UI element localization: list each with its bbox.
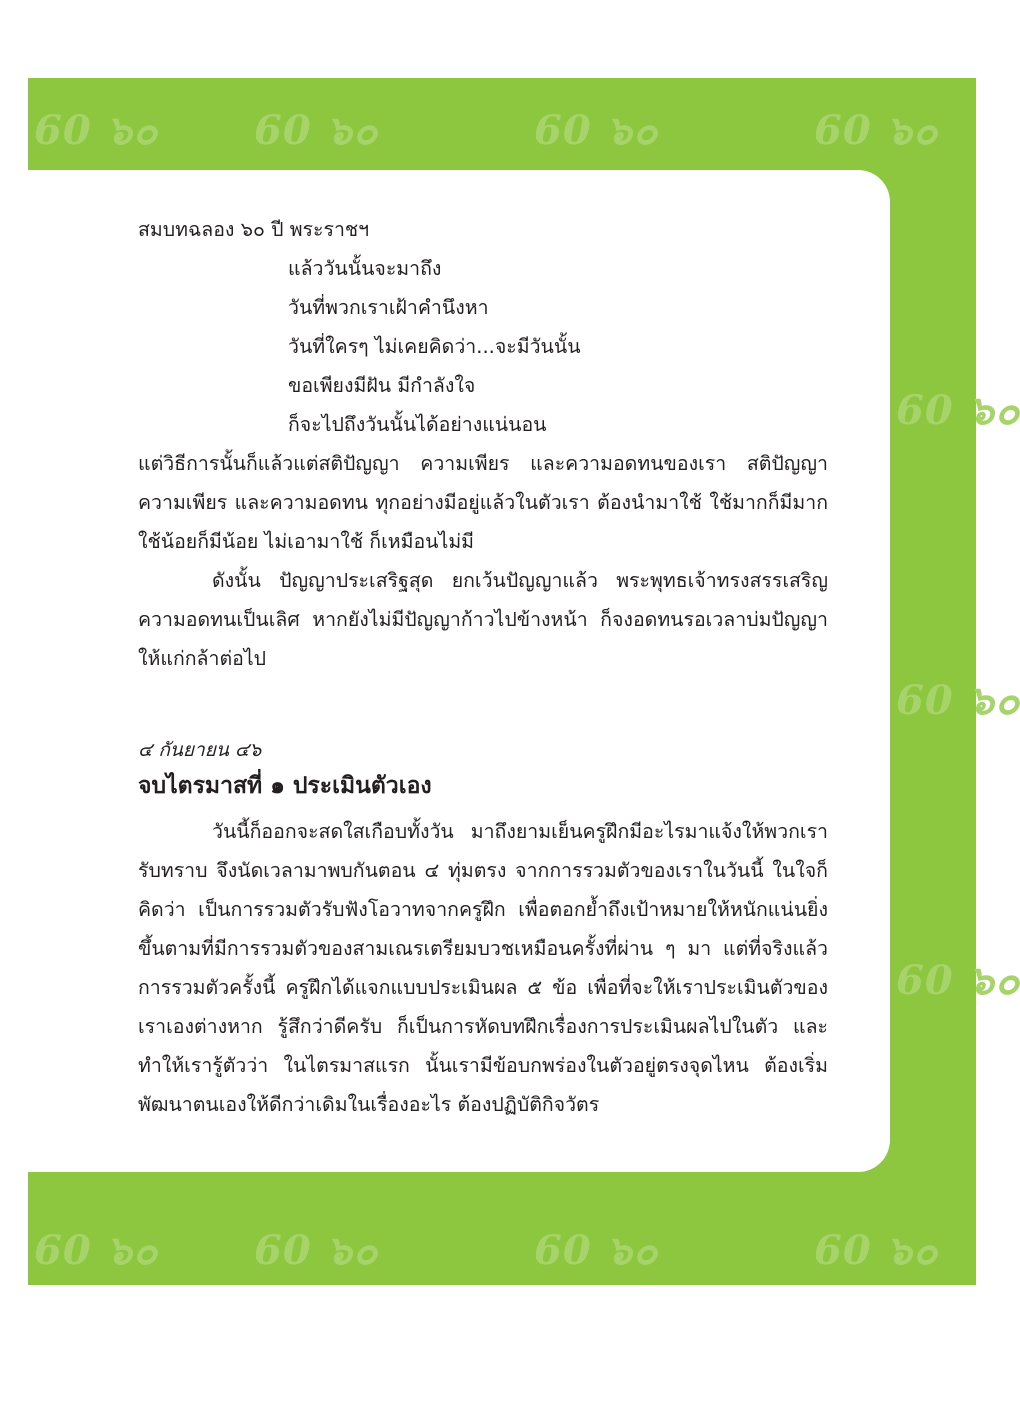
paragraph: แต่วิธีการนั้นก็แล้วแต่สติปัญญา ความเพียร และความอดทนของเรา สติปัญญา ความเพียร และความอดทน ทุกอย่างมีอยู่แล้วในตัวเรา ต้องนำมาใช้ ใช้มากก็มีมาก ใช้น้อยก็มีน้อย ไม่เอามาใช้ ก็เหมือนไม่มี <box>138 452 828 553</box>
watermark-logo: 60 ๖๐ <box>896 387 1020 434</box>
entry-date: ๔ กันยายน ๔๖ <box>138 739 262 761</box>
page-content <box>138 210 828 1124</box>
poem-line: วันที่ใครๆ ไม่เคยคิดว่า...จะมีวันนั้น <box>288 335 581 358</box>
watermark-logo: 60 ๖๐ <box>254 107 379 154</box>
intro-line: สมบทฉลอง ๖๐ ปี พระราชฯ <box>138 218 370 241</box>
paragraph: ดังนั้น ปัญญาประเสริฐสุด ยกเว้นปัญญาแล้ว พระพุทธเจ้าทรงสรรเสริญความอดทนเป็นเลิศ หากยังไม่มีปัญญาก้าวไปข้างหน้า ก็จงอดทนรอเวลาบ่มปัญญาให้แก่กล้าต่อไป <box>138 569 828 670</box>
watermark-logo: 60 ๖๐ <box>814 1227 939 1274</box>
poem <box>138 249 828 444</box>
watermark-logo: 60 ๖๐ <box>254 1227 379 1274</box>
watermark-logo: 60 ๖๐ <box>34 107 159 154</box>
watermark-logo: 60 ๖๐ <box>896 677 1020 724</box>
poem-line: ก็จะไปถึงวันนั้นได้อย่างแน่นอน <box>288 413 547 436</box>
watermark-logo: 60 ๖๐ <box>814 107 939 154</box>
watermark-logo: 60 ๖๐ <box>534 107 659 154</box>
poem-line: วันที่พวกเราเฝ้าคำนึงหา <box>288 296 489 319</box>
watermark-logo: 60 ๖๐ <box>34 1227 159 1274</box>
section-heading: จบไตรมาสที่ ๑ ประเมินตัวเอง <box>138 773 432 799</box>
watermark-logo: 60 ๖๐ <box>896 957 1020 1004</box>
poem-line: แล้ววันนั้นจะมาถึง <box>288 257 442 280</box>
paragraph: วันนี้ก็ออกจะสดใสเกือบทั้งวัน มาถึงยามเย็นครูฝึกมีอะไรมาแจ้งให้พวกเรารับทราบ จึงนัดเวลามาพบกันตอน ๔ ทุ่มตรง จากการรวมตัวของเราในวันนี้ ในใจก็คิดว่า เป็นการรวมตัวรับฟังโอวาทจากครูฝึก เพื่อตอกย้ำถึงเป้าหมายให้หนักแน่นยิ่งขึ้นตามที่มีการรวมตัวของสามเณรเตรียมบวชเหมือนครั้งที่ผ่าน ๆ มา แต่ที่จริงแล้ว การรวมตัวครั้งนี้ ครูฝึกได้แจกแบบประเมินผล ๕ ข้อ เพื่อที่จะให้เราประเมินตัวของเราเองต่างหาก รู้สึกว่าดีครับ ก็เป็นการหัดบทฝึกเรื่องการประเมินผลไปในตัว และทำให้เรารู้ตัวว่า ในไตรมาสแรก นั้นเรามีข้อบกพร่องในตัวอยู่ตรงจุดไหน ต้องเริ่มพัฒนาตนเองให้ดีกว่าเดิมในเรื่องอะไร ต้องปฏิบัติกิจวัตร <box>138 820 828 1116</box>
poem-line: ขอเพียงมีฝัน มีกำลังใจ <box>288 374 476 397</box>
watermark-logo: 60 ๖๐ <box>534 1227 659 1274</box>
